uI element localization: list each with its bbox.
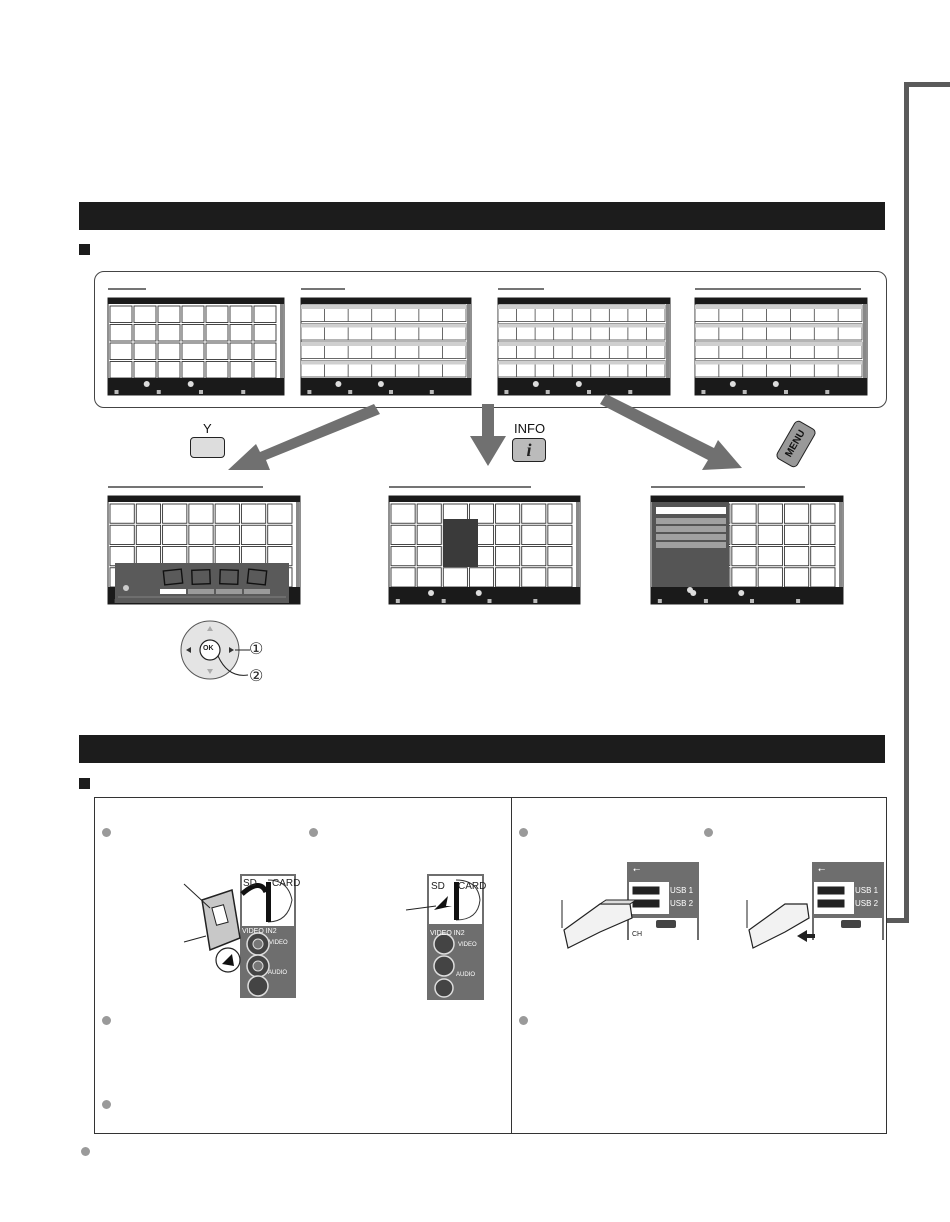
side-frame-bottom xyxy=(884,918,909,923)
arrow-right xyxy=(600,394,742,470)
y-button-label: Y xyxy=(203,421,212,436)
bullet xyxy=(102,828,111,837)
subsection-marker-2 xyxy=(79,778,90,789)
step-2: ② xyxy=(249,668,264,685)
usb-icon: ⭠ xyxy=(818,864,826,874)
bullet xyxy=(309,828,318,837)
card-label-1: CARD xyxy=(272,878,301,889)
sd-label-1: SD xyxy=(243,878,257,889)
info-button[interactable] xyxy=(512,438,546,462)
video-label-1: VIDEO xyxy=(269,940,288,946)
usb-icon: ⭠ xyxy=(633,864,641,874)
info-button-label: INFO xyxy=(514,421,546,436)
arrow-left xyxy=(228,404,380,470)
y-button[interactable] xyxy=(190,437,225,458)
bullet xyxy=(102,1016,111,1025)
usb1-label-1: USB 1 xyxy=(670,886,694,895)
step-1: ① xyxy=(249,641,264,658)
usb2-label-1: USB 2 xyxy=(670,899,694,908)
ok-label: OK xyxy=(203,645,214,652)
usb2-label-2: USB 2 xyxy=(855,899,879,908)
video-in2-label-2: VIDEO IN2 xyxy=(430,930,465,937)
section-bar-2 xyxy=(79,735,885,763)
bullet xyxy=(81,1147,90,1156)
card-label-2: CARD xyxy=(458,881,487,892)
info-icon: i xyxy=(526,440,532,460)
bullet xyxy=(102,1100,111,1109)
ok-navigation-pad[interactable] xyxy=(170,620,280,690)
sd-card-insert-illustration xyxy=(180,870,300,1000)
video-in2-label-1: VIDEO IN2 xyxy=(242,928,277,935)
usb1-label-2: USB 1 xyxy=(855,886,879,895)
arrow-down xyxy=(470,404,506,466)
audio-label-2: AUDIO xyxy=(456,972,476,978)
audio-label-1: AUDIO xyxy=(268,970,288,976)
ch-label-1: CH xyxy=(632,931,643,938)
bullet xyxy=(519,1016,528,1025)
bullet xyxy=(704,828,713,837)
bullet xyxy=(519,828,528,837)
menu-button-label: MENU xyxy=(783,428,808,460)
video-label-2: VIDEO xyxy=(458,942,477,948)
connection-box-divider xyxy=(511,797,512,1133)
sd-label-2: SD xyxy=(431,881,445,892)
